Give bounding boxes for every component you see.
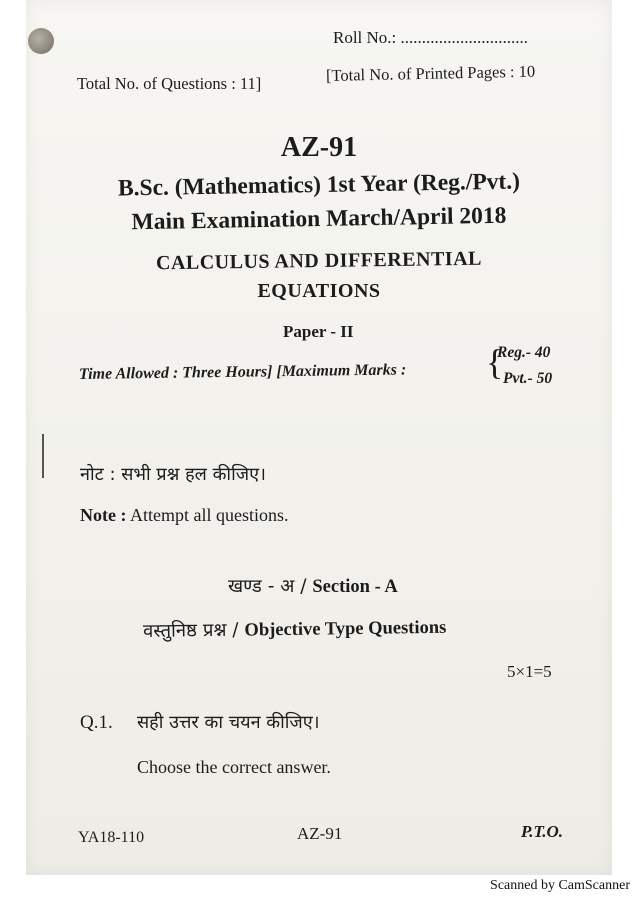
question-type-hindi: वस्तुनिष्ठ प्रश्न / xyxy=(142,619,245,642)
time-allowed: Time Allowed : Three Hours] [Maximum Marks : xyxy=(78,361,407,383)
marks-brace: { xyxy=(486,342,504,382)
exam-title: Main Examination March/April 2018 xyxy=(131,202,507,236)
paper-number: Paper - II xyxy=(283,322,354,341)
note-text: Attempt all questions. xyxy=(126,505,289,525)
roll-number-field: Roll No.: .............................. xyxy=(333,28,529,47)
footer-pto: P.T.O. xyxy=(521,822,564,841)
question-instruction-hindi: सही उत्तर का चयन कीजिए। xyxy=(137,712,320,733)
section-english: Section - A xyxy=(312,577,398,597)
subject-title-line2: EQUATIONS xyxy=(257,280,381,302)
note-english xyxy=(80,505,288,526)
footer-paper-code: AZ-91 xyxy=(297,824,343,843)
question-type-english: Objective Type Questions xyxy=(244,617,447,641)
margin-mark xyxy=(42,434,44,478)
question-type-heading xyxy=(143,614,447,643)
punch-hole xyxy=(28,28,54,54)
subject-title-line1: CALCULUS AND DIFFERENTIAL xyxy=(155,247,483,275)
scanner-watermark: Scanned by CamScanner xyxy=(490,878,630,893)
section-hindi: खण्ड - अ / xyxy=(228,576,313,597)
section-marks: 5×1=5 xyxy=(507,662,552,681)
note-label: Note : xyxy=(80,505,127,525)
section-heading xyxy=(228,573,398,598)
regular-marks: Reg.- 40 xyxy=(497,344,551,361)
footer-paper-id: YA18-110 xyxy=(78,829,145,846)
question-instruction-english: Choose the correct answer. xyxy=(137,757,331,777)
degree-title: B.Sc. (Mathematics) 1st Year (Reg./Pvt.) xyxy=(117,168,521,202)
total-pages: [Total No. of Printed Pages : 10 xyxy=(325,61,536,85)
note-hindi: नोट : सभी प्रश्न हल कीजिए। xyxy=(80,464,266,485)
paper-code: AZ-91 xyxy=(280,132,358,163)
total-questions: Total No. of Questions : 11] xyxy=(77,74,262,93)
question-number: Q.1. xyxy=(80,712,113,733)
private-marks: Pvt.- 50 xyxy=(503,370,553,387)
